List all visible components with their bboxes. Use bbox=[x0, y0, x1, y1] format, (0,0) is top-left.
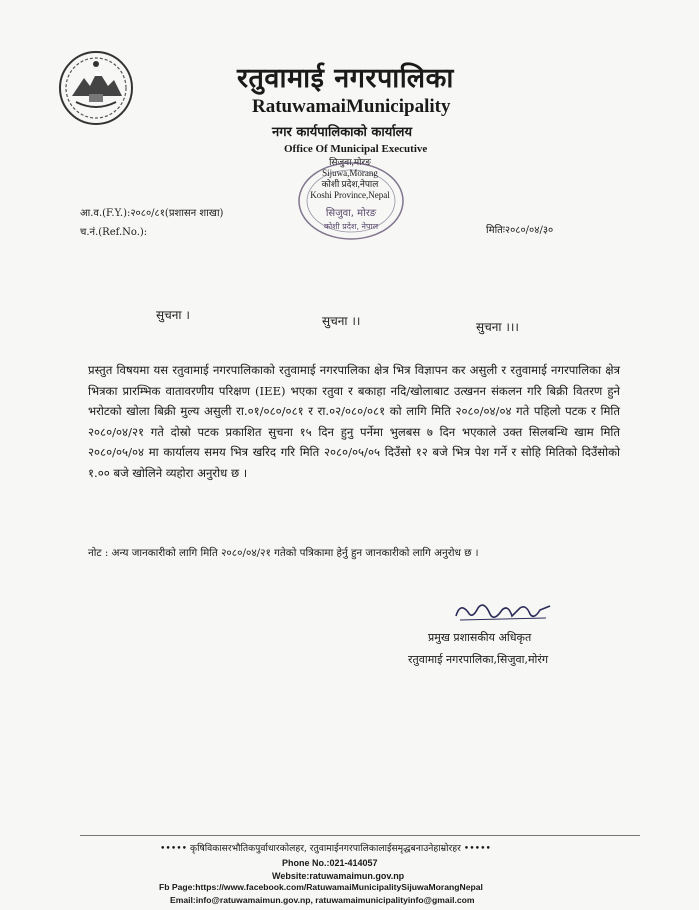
handwritten-signature bbox=[450, 598, 560, 626]
reference-number-label: च.नं.(Ref.No.): bbox=[80, 227, 148, 238]
letter-date: मितिः२०८०/०४/३० bbox=[486, 225, 554, 236]
signatory-office: रतुवामाई नगरपालिका,सिजुवा,मोरंग bbox=[408, 653, 549, 666]
notice-heading-2: सुचना ।। bbox=[322, 314, 361, 328]
notice-heading-1: सुचना । bbox=[156, 308, 190, 322]
footer-email: Email:info@ratuwamaimun.gov.np, ratuwamaimunicipalityinfo@gmail.com bbox=[170, 895, 475, 905]
footer-facebook: Fb Page:https://www.facebook.com/RatuwamaiMunicipalitySijuwaMorangNepal bbox=[159, 882, 483, 892]
notice-heading-3: सुचना ।।। bbox=[476, 320, 519, 334]
footer-divider bbox=[80, 835, 640, 836]
office-title-english: Office Of Municipal Executive bbox=[284, 143, 428, 155]
stamp-text: सिजुवा, मोरङ bbox=[325, 208, 377, 219]
footer-website: Website:ratuwamaimun.gov.np bbox=[272, 871, 405, 881]
office-seal-stamp bbox=[296, 160, 406, 242]
footer-phone: Phone No.:021-414057 bbox=[282, 858, 378, 868]
address-line: कोशी प्रदेश,नेपाल bbox=[321, 179, 379, 189]
address-line: Sijuwa,Morang bbox=[322, 168, 378, 178]
footer-slogan: ••••• कृषिविकासरभौतिकपुर्वाधारकोलहर, रतुवामाईनगरपालिकालाईसमृद्धबनाउनेहाम्रोरहर ••••• bbox=[160, 843, 491, 854]
municipality-title-english: RatuwamaiMunicipality bbox=[252, 96, 451, 117]
address-line: Koshi Province,Nepal bbox=[310, 190, 390, 200]
address-line: सिजुवा,मोरङ bbox=[329, 157, 371, 167]
signatory-title: प्रमुख प्रशासकीय अधिकृत bbox=[428, 631, 532, 644]
fiscal-year-label: आ.व.(F.Y.):२०८०/८१(प्रशासन शाखा) bbox=[80, 208, 224, 219]
notice-body-paragraph: प्रस्तुत विषयमा यस रतुवामाई नगरपालिकाको रतुवामाई नगरपालिका क्षेत्र भित्र विज्ञापन कर असुली र रतुवामाई नगरपालिका क्षेत्र भित्रका प्रारम्भिक वातावरणीय परिक्षण (IEE) भएका रतुवा र बकाहा नदि/खोलाबाट उत्खनन संकलन गरि बिक्री वितरण हुने भरोटको खोला बिक्री मुल्य असुली रा.०१/०८०/०८१ र रा.०२/०८०/०८१ को लागि मिति २०८०/०४/०४ गते पहिलो पटक र मिति २०८०/०४/२१ गते दोस्रो पटक प्रकाशित सुचना १५ दिन हुनु पर्नेमा भुलबस ७ दिन भएकाले उक्त सिलबन्धि खाम मिति २०८०/०५/०४ मा कार्यालय समय भित्र खरिद गरि मिति २०८०/०५/०५ दिउँसो १२ बजे भित्र पेश गर्ने र सोहि मितिको दिउँसोको १.०० बजे खोलिने व्यहोरा अनुरोध छ । bbox=[88, 363, 620, 480]
stamp-text: कोशी प्रदेश, नेपाल bbox=[323, 222, 379, 231]
nepal-emblem-logo bbox=[58, 50, 134, 126]
municipality-title-nepali: रतुवामाई नगरपालिका bbox=[237, 63, 454, 94]
office-title-nepali: नगर कार्यपालिकाको कार्यालय bbox=[272, 125, 413, 140]
notice-footnote: नोट : अन्य जानकारीको लागि मिति २०८०/०४/२१ गतेको पत्रिकामा हेर्नु हुन जानकारीको लागि अनुरोध छ । bbox=[88, 547, 479, 559]
